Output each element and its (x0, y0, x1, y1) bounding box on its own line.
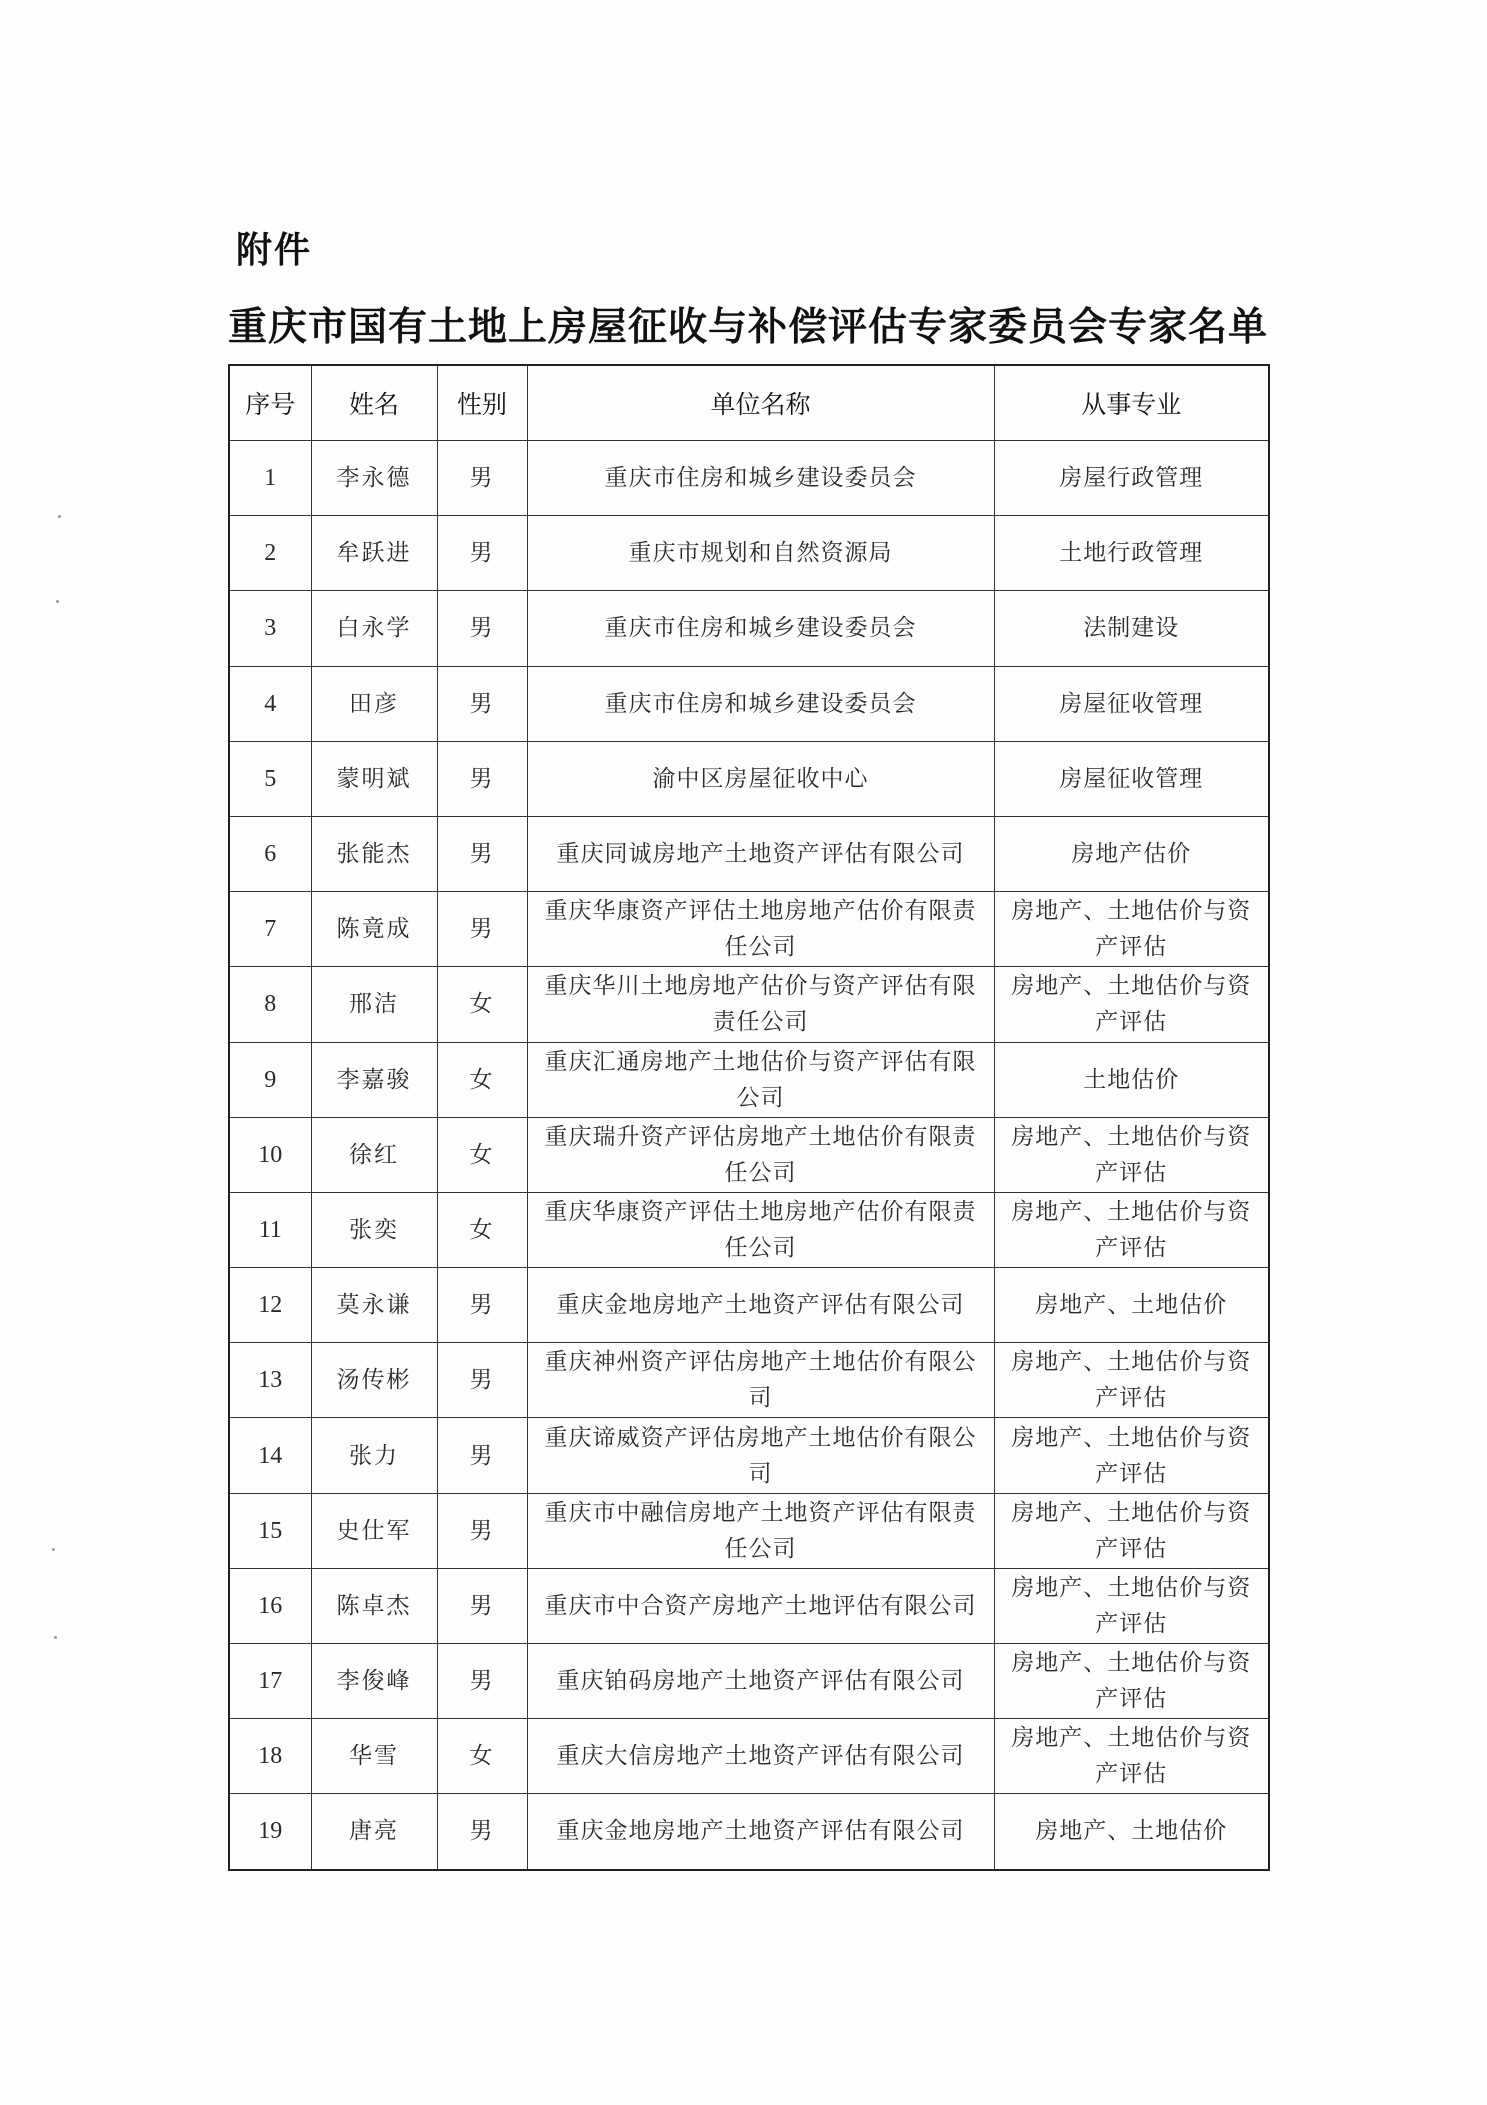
cell-gender: 男 (437, 1343, 527, 1418)
cell-unit: 重庆市住房和城乡建设委员会 (527, 666, 994, 741)
table-row (229, 591, 1269, 666)
cell-unit: 重庆谛威资产评估房地产土地估价有限公司 (527, 1418, 994, 1493)
cell-unit: 重庆华川土地房地产估价与资产评估有限责任公司 (527, 967, 994, 1042)
cell-major: 法制建设 (994, 591, 1269, 666)
table-row (229, 741, 1269, 816)
attachment-label: 附件 (236, 230, 313, 271)
cell-no: 8 (229, 967, 311, 1042)
table-body (229, 441, 1269, 1870)
cell-unit: 重庆大信房地产土地资产评估有限公司 (527, 1719, 994, 1794)
cell-name: 李俊峰 (311, 1644, 437, 1719)
table-row (229, 1794, 1269, 1870)
cell-major: 房地产、土地估价与资产评估 (994, 892, 1269, 967)
cell-unit: 重庆市住房和城乡建设委员会 (527, 591, 994, 666)
cell-unit: 重庆市规划和自然资源局 (527, 516, 994, 591)
table-row (229, 1343, 1269, 1418)
cell-gender: 女 (437, 967, 527, 1042)
cell-gender: 女 (437, 1719, 527, 1794)
cell-name: 李永德 (311, 441, 437, 516)
scan-speck (56, 600, 59, 603)
cell-name: 邢洁 (311, 967, 437, 1042)
table-row (229, 1719, 1269, 1794)
table-row (229, 666, 1269, 741)
cell-no: 19 (229, 1794, 311, 1870)
scan-speck (58, 515, 61, 518)
table-row (229, 1117, 1269, 1192)
cell-gender: 男 (437, 741, 527, 816)
cell-name: 张奕 (311, 1192, 437, 1267)
cell-gender: 男 (437, 1268, 527, 1343)
cell-unit: 重庆金地房地产土地资产评估有限公司 (527, 1794, 994, 1870)
cell-no: 1 (229, 441, 311, 516)
scan-speck (52, 1548, 55, 1551)
cell-name: 陈竟成 (311, 892, 437, 967)
cell-gender: 男 (437, 1493, 527, 1568)
scan-speck (54, 1636, 57, 1639)
cell-unit: 渝中区房屋征收中心 (527, 741, 994, 816)
cell-no: 16 (229, 1568, 311, 1643)
cell-major: 房地产、土地估价与资产评估 (994, 1343, 1269, 1418)
table-row (229, 441, 1269, 516)
cell-no: 15 (229, 1493, 311, 1568)
cell-major: 房地产、土地估价 (994, 1268, 1269, 1343)
cell-unit: 重庆华康资产评估土地房地产估价有限责任公司 (527, 1192, 994, 1267)
table-row (229, 1493, 1269, 1568)
cell-major: 土地估价 (994, 1042, 1269, 1117)
table-row (229, 1644, 1269, 1719)
cell-unit: 重庆市住房和城乡建设委员会 (527, 441, 994, 516)
cell-name: 张力 (311, 1418, 437, 1493)
cell-major: 房地产、土地估价与资产评估 (994, 1568, 1269, 1643)
cell-major: 房地产、土地估价与资产评估 (994, 1418, 1269, 1493)
cell-name: 汤传彬 (311, 1343, 437, 1418)
cell-unit: 重庆汇通房地产土地估价与资产评估有限公司 (527, 1042, 994, 1117)
cell-name: 白永学 (311, 591, 437, 666)
cell-name: 蒙明斌 (311, 741, 437, 816)
cell-unit: 重庆铂码房地产土地资产评估有限公司 (527, 1644, 994, 1719)
header-gender: 性别 (437, 365, 527, 441)
table-row (229, 1418, 1269, 1493)
cell-unit: 重庆瑞升资产评估房地产土地估价有限责任公司 (527, 1117, 994, 1192)
cell-major: 房屋征收管理 (994, 666, 1269, 741)
cell-no: 18 (229, 1719, 311, 1794)
cell-unit: 重庆金地房地产土地资产评估有限公司 (527, 1268, 994, 1343)
table-row (229, 1268, 1269, 1343)
cell-name: 李嘉骏 (311, 1042, 437, 1117)
cell-name: 徐红 (311, 1117, 437, 1192)
header-name: 姓名 (311, 365, 437, 441)
cell-major: 房地产估价 (994, 816, 1269, 891)
cell-no: 10 (229, 1117, 311, 1192)
cell-unit: 重庆同诚房地产土地资产评估有限公司 (527, 816, 994, 891)
cell-gender: 男 (437, 441, 527, 516)
cell-gender: 女 (437, 1042, 527, 1117)
cell-name: 莫永谦 (311, 1268, 437, 1343)
cell-no: 13 (229, 1343, 311, 1418)
cell-name: 史仕军 (311, 1493, 437, 1568)
cell-major: 土地行政管理 (994, 516, 1269, 591)
expert-roster-table (228, 364, 1270, 1871)
cell-no: 7 (229, 892, 311, 967)
cell-name: 田彦 (311, 666, 437, 741)
table-row (229, 892, 1269, 967)
table-row (229, 1042, 1269, 1117)
table-row (229, 1568, 1269, 1643)
cell-gender: 男 (437, 1568, 527, 1643)
table-row (229, 816, 1269, 891)
cell-gender: 男 (437, 1418, 527, 1493)
cell-name: 华雪 (311, 1719, 437, 1794)
cell-unit: 重庆华康资产评估土地房地产估价有限责任公司 (527, 892, 994, 967)
cell-unit: 重庆市中合资产房地产土地评估有限公司 (527, 1568, 994, 1643)
cell-no: 11 (229, 1192, 311, 1267)
cell-gender: 女 (437, 1117, 527, 1192)
cell-no: 12 (229, 1268, 311, 1343)
cell-major: 房地产、土地估价与资产评估 (994, 1719, 1269, 1794)
cell-gender: 男 (437, 516, 527, 591)
cell-gender: 男 (437, 816, 527, 891)
cell-major: 房地产、土地估价与资产评估 (994, 967, 1269, 1042)
cell-unit: 重庆神州资产评估房地产土地估价有限公司 (527, 1343, 994, 1418)
cell-gender: 男 (437, 1794, 527, 1870)
table-row (229, 516, 1269, 591)
header-no: 序号 (229, 365, 311, 441)
cell-no: 17 (229, 1644, 311, 1719)
cell-gender: 女 (437, 1192, 527, 1267)
table-row (229, 1192, 1269, 1267)
table-header-row (229, 365, 1269, 441)
cell-no: 5 (229, 741, 311, 816)
cell-major: 房地产、土地估价与资产评估 (994, 1644, 1269, 1719)
cell-name: 唐亮 (311, 1794, 437, 1870)
cell-major: 房地产、土地估价与资产评估 (994, 1192, 1269, 1267)
cell-major: 房地产、土地估价与资产评估 (994, 1117, 1269, 1192)
cell-name: 张能杰 (311, 816, 437, 891)
cell-gender: 男 (437, 591, 527, 666)
cell-gender: 男 (437, 1644, 527, 1719)
document-title: 重庆市国有土地上房屋征收与补偿评估专家委员会专家名单 (228, 305, 1269, 350)
cell-no: 4 (229, 666, 311, 741)
cell-no: 3 (229, 591, 311, 666)
cell-no: 6 (229, 816, 311, 891)
header-unit: 单位名称 (527, 365, 994, 441)
cell-unit: 重庆市中融信房地产土地资产评估有限责任公司 (527, 1493, 994, 1568)
cell-major: 房屋行政管理 (994, 441, 1269, 516)
cell-no: 9 (229, 1042, 311, 1117)
cell-name: 牟跃进 (311, 516, 437, 591)
cell-major: 房地产、土地估价 (994, 1794, 1269, 1870)
cell-major: 房屋征收管理 (994, 741, 1269, 816)
cell-gender: 男 (437, 892, 527, 967)
cell-no: 14 (229, 1418, 311, 1493)
cell-gender: 男 (437, 666, 527, 741)
cell-no: 2 (229, 516, 311, 591)
cell-major: 房地产、土地估价与资产评估 (994, 1493, 1269, 1568)
cell-name: 陈卓杰 (311, 1568, 437, 1643)
table-row (229, 967, 1269, 1042)
header-major: 从事专业 (994, 365, 1269, 441)
